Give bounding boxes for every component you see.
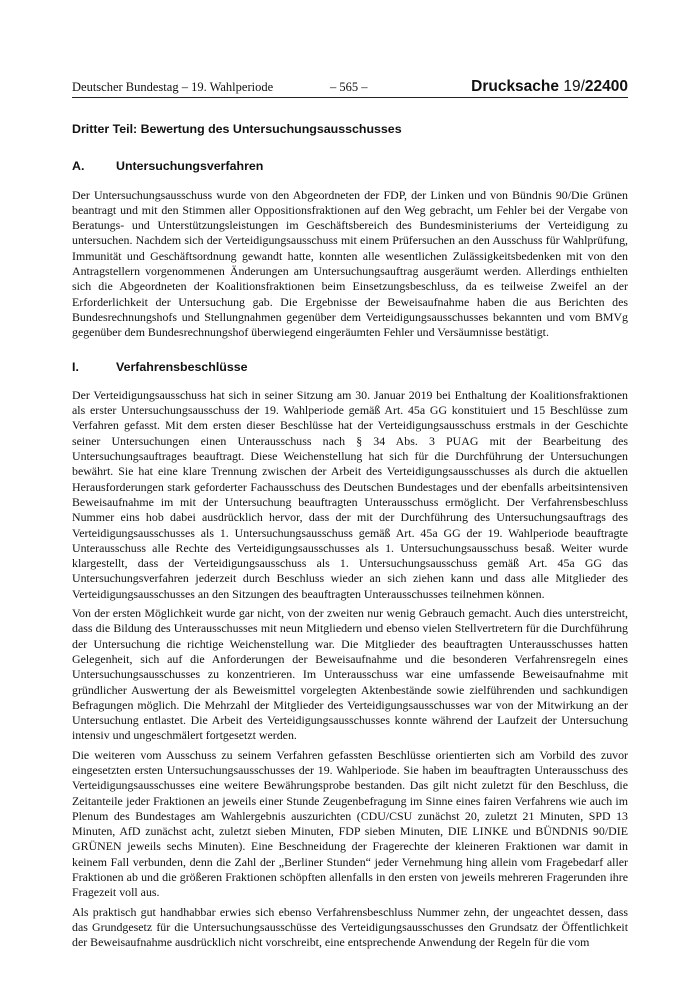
part-title: Dritter Teil: Bewertung des Untersuchungsausschusses	[72, 122, 402, 136]
section-spacer	[72, 345, 628, 360]
section-heading-a	[72, 159, 628, 174]
section-number: A.	[72, 159, 85, 174]
paragraph: Der Untersuchungsausschuss wurde von den Abgeordneten der FDP, der Linken und von Bündnis 90/Die Grünen beantragt und mit den Stimmen aller Oppositionsfraktionen auf den Weg gebracht, um Fehler bei der Vergabe von Beratungs- und Unterstützungsleistungen im Geschäftsbereich des Bundesministeriums der Verteidigung zu untersuchen. Nachdem sich der Verteidigungsausschuss mit einem Prüfersuchen an den Ausschuss für Wahlprüfung, Immunität und Geschäftsordnung gewandt hatte, konnten alle wesentlichen Zulässigkeitsbedenken mit von den Antragstellern vorgenommenen Änderungen am Untersuchungsauftrag ausgeräumt werden. Allerdings enthielten sich die Abgeordneten der Koalitionsfraktionen beim Einsetzungsbeschluss, da es teilweise Zweifel an der Erforderlichkeit der Untersuchung gab. Die Ergebnisse der Beweisaufnahme haben die aus Berichten des Bundesrechnungshofs und Stellungnahmen gegenüber dem Verteidigungsausschusses bekannten und vom BMVg gegenüber dem Bundesrechnungshof überwiegend eingeräumten Fehler und Versäumnisse bestätigt.	[72, 187, 628, 340]
document-body	[72, 122, 628, 955]
paragraph: Der Verteidigungsausschuss hat sich in seiner Sitzung am 30. Januar 2019 bei Enthaltung der Koalitionsfraktionen als erster Untersuchungsausschuss der 19. Wahlperiode gemäß Art. 45a GG konstituiert und 15 Beschlüsse zum Verfahren gefasst. Mit dem ersten dieser Beschlüsse hat der Verteidigungsausschuss erstmals in der Geschichte seiner Untersuchungen einen Unterausschuss nach § 34 Abs. 3 PUAG mit der Bearbeitung des Untersuchungsauftrages beauftragt. Diese Weichenstellung hat sich für die Durchführung der Untersuchungen bewährt. Sie hat eine klare Trennung zwischen der Arbeit des Verteidigungsausschusses als durch die aktuellen Herausforderungen stark geforderter Fachausschuss des Deutschen Bundestages und der ebenfalls arbeitsintensiven Beweisaufnahme im mit der Untersuchung beauftragten Unterausschuss ermöglicht. Der Verfahrensbeschluss Nummer eins hob dabei ausdrücklich hervor, dass der mit der Durchführung des Untersuchungsauftrags des Verteidigungsausschusses als 1. Untersuchungsausschuss gemäß Art. 45a GG der 19. Wahlperiode beauftragte Unterausschuss alle Rechte des Verteidigungsausschusses als 1. Untersuchungsausschuss besaß. Weiter wurde klargestellt, dass der Verteidigungsausschuss als 1. Untersuchungsausschuss gemäß Art. 45a GG das Untersuchungsverfahren jederzeit durch Beschluss wieder an sich ziehen kann und dass alle Mitglieder des Verteidigungsausschusses an den Sitzungen des beauftragten Unterausschusses teilnehmen können.	[72, 387, 628, 601]
paragraph: Von der ersten Möglichkeit wurde gar nicht, von der zweiten nur wenig Gebrauch gemacht. Auch dies unterstreicht, dass die Bildung des Unterausschusses mit neun Mitgliedern und ebenso vielen Stellvertretern für die Durchführung der Untersuchung die richtige Weichenstellung war. Die Mitglieder des beauftragten Unterausschusses hatten Gelegenheit, sich auf die Anforderungen der Beweisaufnahme und die besonderen Verfahrensregeln eines Untersuchungsausschusses zu konzentrieren. Im Unterausschuss war eine umfassende Beweisaufnahme mit gründlicher Auswertung der als Beweismittel vorgelegten Aktenbestände sowie zielführenden und sachkundigen Befragungen möglich. Die Mehrzahl der Mitglieder des Verteidigungsausschusses war von der Mitwirkung an der Untersuchung entlastet. Die Arbeit des Verteidigungsausschusses konnte während der Laufzeit der Untersuchung intensiv und ungeschmälert fortgesetzt werden.	[72, 606, 628, 743]
section-heading-i	[72, 360, 628, 375]
page-header	[72, 76, 628, 98]
header-divider	[72, 97, 628, 98]
page-number: – 565 –	[330, 80, 368, 94]
header-publisher: Deutscher Bundestag – 19. Wahlperiode	[72, 80, 274, 94]
document-number	[471, 78, 628, 96]
section-number: I.	[72, 359, 79, 374]
document-number-value: 22400	[584, 78, 628, 95]
document-number-label: Drucksache	[471, 78, 564, 95]
paragraph: Als praktisch gut handhabbar erwies sich ebenso Verfahrensbeschluss Nummer zehn, der ungeachtet dessen, dass das Grundgesetz für die Untersuchungsausschüsse des Verteidigungsausschusses den Grundsatz der Öffentlichkeit der Beweisaufnahme ausdrücklich nicht vorschreibt, eine entsprechende Anwendung der Regeln für die vom	[72, 904, 628, 950]
section-title: Untersuchungsverfahren	[116, 159, 264, 174]
section-title: Verfahrensbeschlüsse	[116, 359, 248, 374]
paragraph: Die weiteren vom Ausschuss zu seinem Verfahren gefassten Beschlüsse orientierten sich am Vorbild des zuvor eingesetzten ersten Untersuchungsausschusses der 19. Wahlperiode. Sie haben im beauftragten Unterausschuss des Verteidigungsausschusses eine weitere Bewährungsprobe bestanden. Das gilt nicht zuletzt für den Beschluss, die Zeitanteile jeder Fraktionen an jeweils einer Stunde Zeugenbefragung im Sinne eines fairen Verfahrens wie auch im Plenum des Bundestages am Wahlergebnis auszurichten (CDU/CSU zunächst 20, zuletzt 21 Minuten, SPD 13 Minuten, AfD zunächst acht, zuletzt sieben Minuten, FDP sieben Minuten, DIE LINKE und BÜNDNIS 90/DIE GRÜNEN jeweils sechs Minuten). Eine Beschneidung der Fragerechte der kleineren Fraktionen war damit in keinem Fall verbunden, denn die Zahl der „Berliner Stunden“ jeder Vernehmung hing allein vom Fragebedarf aller Fraktionen ab und die größeren Fraktionen schöpften allenfalls in den ersten von jeweils mehreren Fragerunden ihre Fragezeit voll aus.	[72, 747, 628, 900]
document-number-prefix: 19/	[563, 78, 585, 95]
